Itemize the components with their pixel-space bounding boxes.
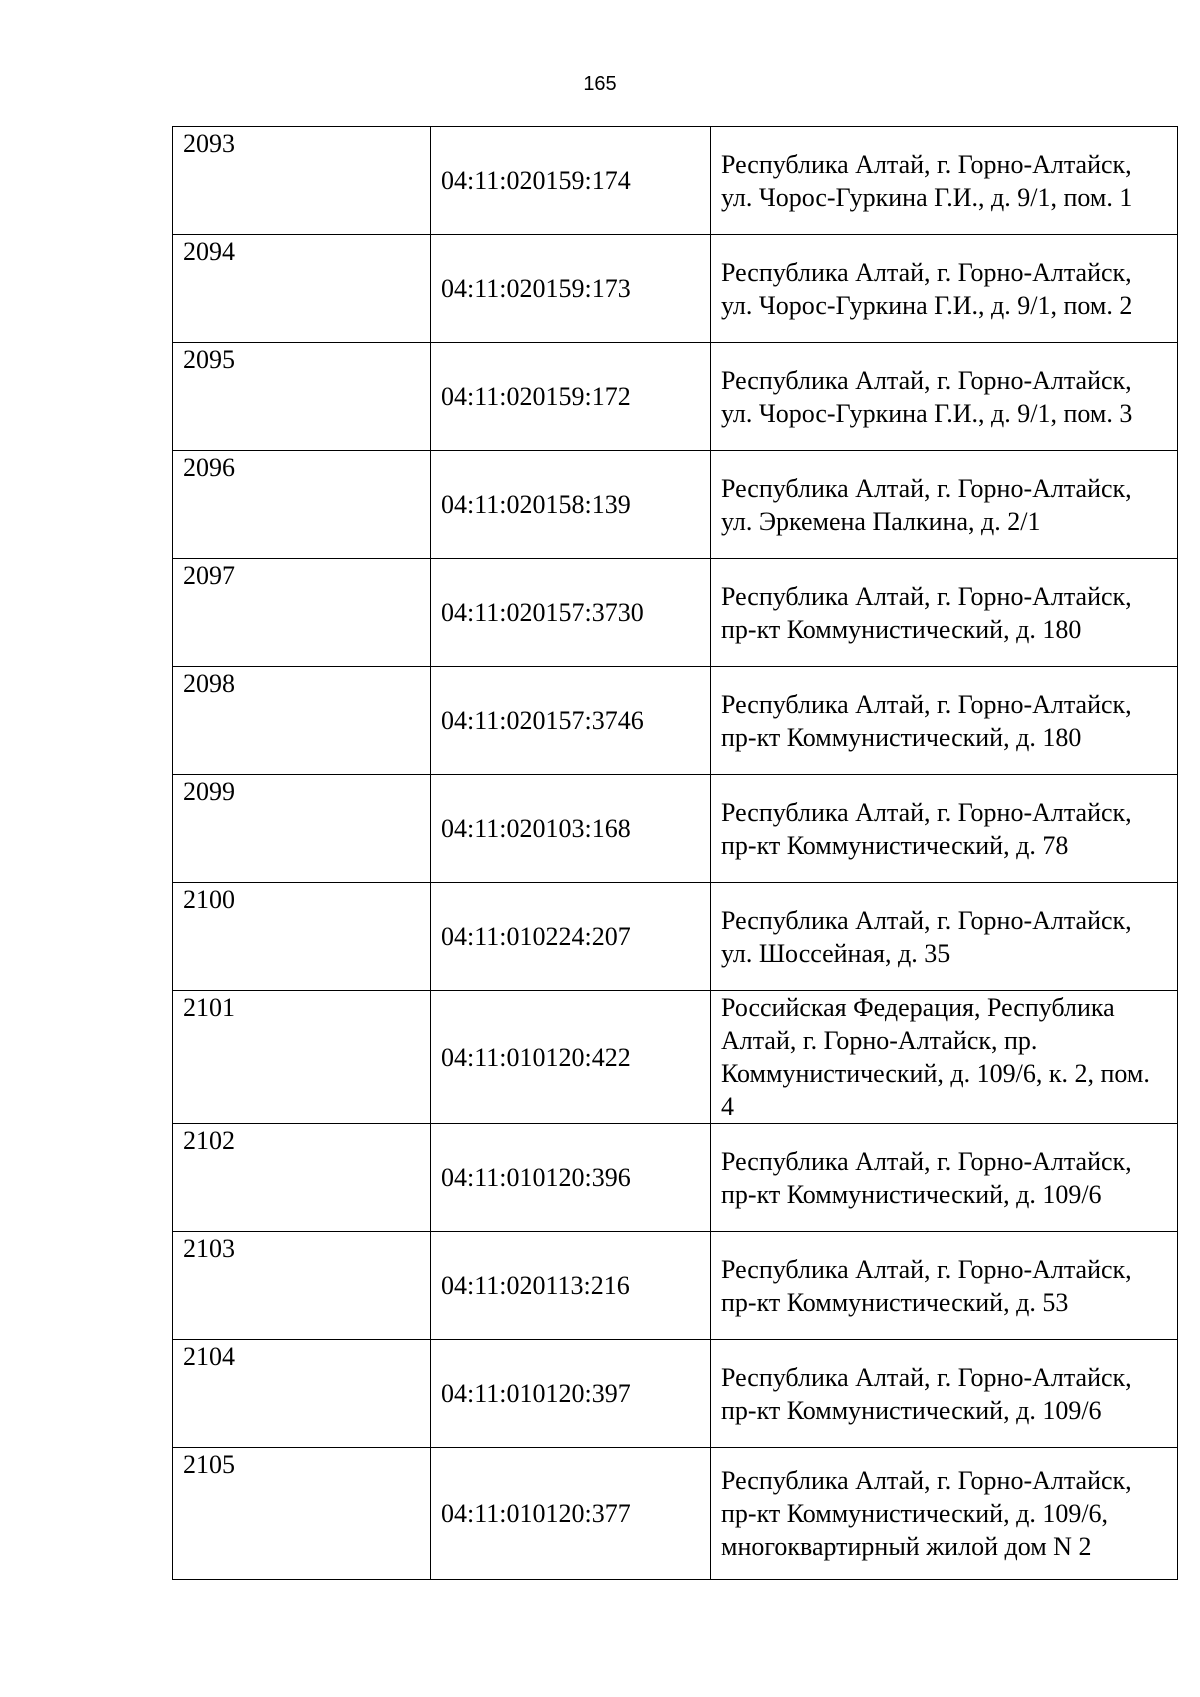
table-row — [173, 1124, 1178, 1232]
row-number: 2093 — [173, 127, 431, 235]
table-row — [173, 127, 1178, 235]
cadastral-number: 04:11:020113:216 — [431, 1232, 711, 1340]
page-number: 165 — [583, 73, 617, 95]
address: Республика Алтай, г. Горно-Алтайск, пр-кт Коммунистический, д. 109/6 — [711, 1340, 1178, 1448]
cadastral-number: 04:11:020157:3746 — [431, 667, 711, 775]
cadastral-number: 04:11:010120:397 — [431, 1340, 711, 1448]
address: Республика Алтай, г. Горно-Алтайск, ул. Чорос-Гуркина Г.И., д. 9/1, пом. 3 — [711, 343, 1178, 451]
row-number: 2105 — [173, 1448, 431, 1580]
cadastral-number: 04:11:020157:3730 — [431, 559, 711, 667]
row-number: 2102 — [173, 1124, 431, 1232]
cadastral-number: 04:11:020103:168 — [431, 775, 711, 883]
row-number: 2101 — [173, 991, 431, 1124]
table-row — [173, 1232, 1178, 1340]
cadastral-number: 04:11:010120:396 — [431, 1124, 711, 1232]
address: Республика Алтай, г. Горно-Алтайск, ул. Шоссейная, д. 35 — [711, 883, 1178, 991]
address: Республика Алтай, г. Горно-Алтайск, ул. Эркемена Палкина, д. 2/1 — [711, 451, 1178, 559]
address: Республика Алтай, г. Горно-Алтайск, пр-кт Коммунистический, д. 109/6, многоквартирный жилой дом N 2 — [711, 1448, 1178, 1580]
table-row — [173, 667, 1178, 775]
table-row — [173, 343, 1178, 451]
address: Республика Алтай, г. Горно-Алтайск, ул. Чорос-Гуркина Г.И., д. 9/1, пом. 1 — [711, 127, 1178, 235]
address: Российская Федерация, Республика Алтай, г. Горно-Алтайск, пр. Коммунистический, д. 109/6, к. 2, пом. 4 — [711, 991, 1178, 1124]
row-number: 2095 — [173, 343, 431, 451]
address: Республика Алтай, г. Горно-Алтайск, пр-кт Коммунистический, д. 78 — [711, 775, 1178, 883]
cadastral-number: 04:11:010224:207 — [431, 883, 711, 991]
registry-table — [172, 126, 1178, 1580]
row-number: 2094 — [173, 235, 431, 343]
table-row — [173, 991, 1178, 1124]
table-row — [173, 451, 1178, 559]
cadastral-number: 04:11:020159:172 — [431, 343, 711, 451]
address: Республика Алтай, г. Горно-Алтайск, пр-кт Коммунистический, д. 180 — [711, 667, 1178, 775]
row-number: 2099 — [173, 775, 431, 883]
cadastral-number: 04:11:020159:174 — [431, 127, 711, 235]
row-number: 2096 — [173, 451, 431, 559]
table-row — [173, 559, 1178, 667]
row-number: 2100 — [173, 883, 431, 991]
row-number: 2097 — [173, 559, 431, 667]
row-number: 2104 — [173, 1340, 431, 1448]
row-number: 2103 — [173, 1232, 431, 1340]
cadastral-number: 04:11:010120:422 — [431, 991, 711, 1124]
address: Республика Алтай, г. Горно-Алтайск, пр-кт Коммунистический, д. 53 — [711, 1232, 1178, 1340]
row-number: 2098 — [173, 667, 431, 775]
cadastral-number: 04:11:020159:173 — [431, 235, 711, 343]
address: Республика Алтай, г. Горно-Алтайск, пр-кт Коммунистический, д. 180 — [711, 559, 1178, 667]
table-row — [173, 883, 1178, 991]
table-row — [173, 1340, 1178, 1448]
cadastral-number: 04:11:010120:377 — [431, 1448, 711, 1580]
cadastral-number: 04:11:020158:139 — [431, 451, 711, 559]
address: Республика Алтай, г. Горно-Алтайск, ул. Чорос-Гуркина Г.И., д. 9/1, пом. 2 — [711, 235, 1178, 343]
address: Республика Алтай, г. Горно-Алтайск, пр-кт Коммунистический, д. 109/6 — [711, 1124, 1178, 1232]
table-row — [173, 235, 1178, 343]
table-row — [173, 1448, 1178, 1580]
table-row — [173, 775, 1178, 883]
